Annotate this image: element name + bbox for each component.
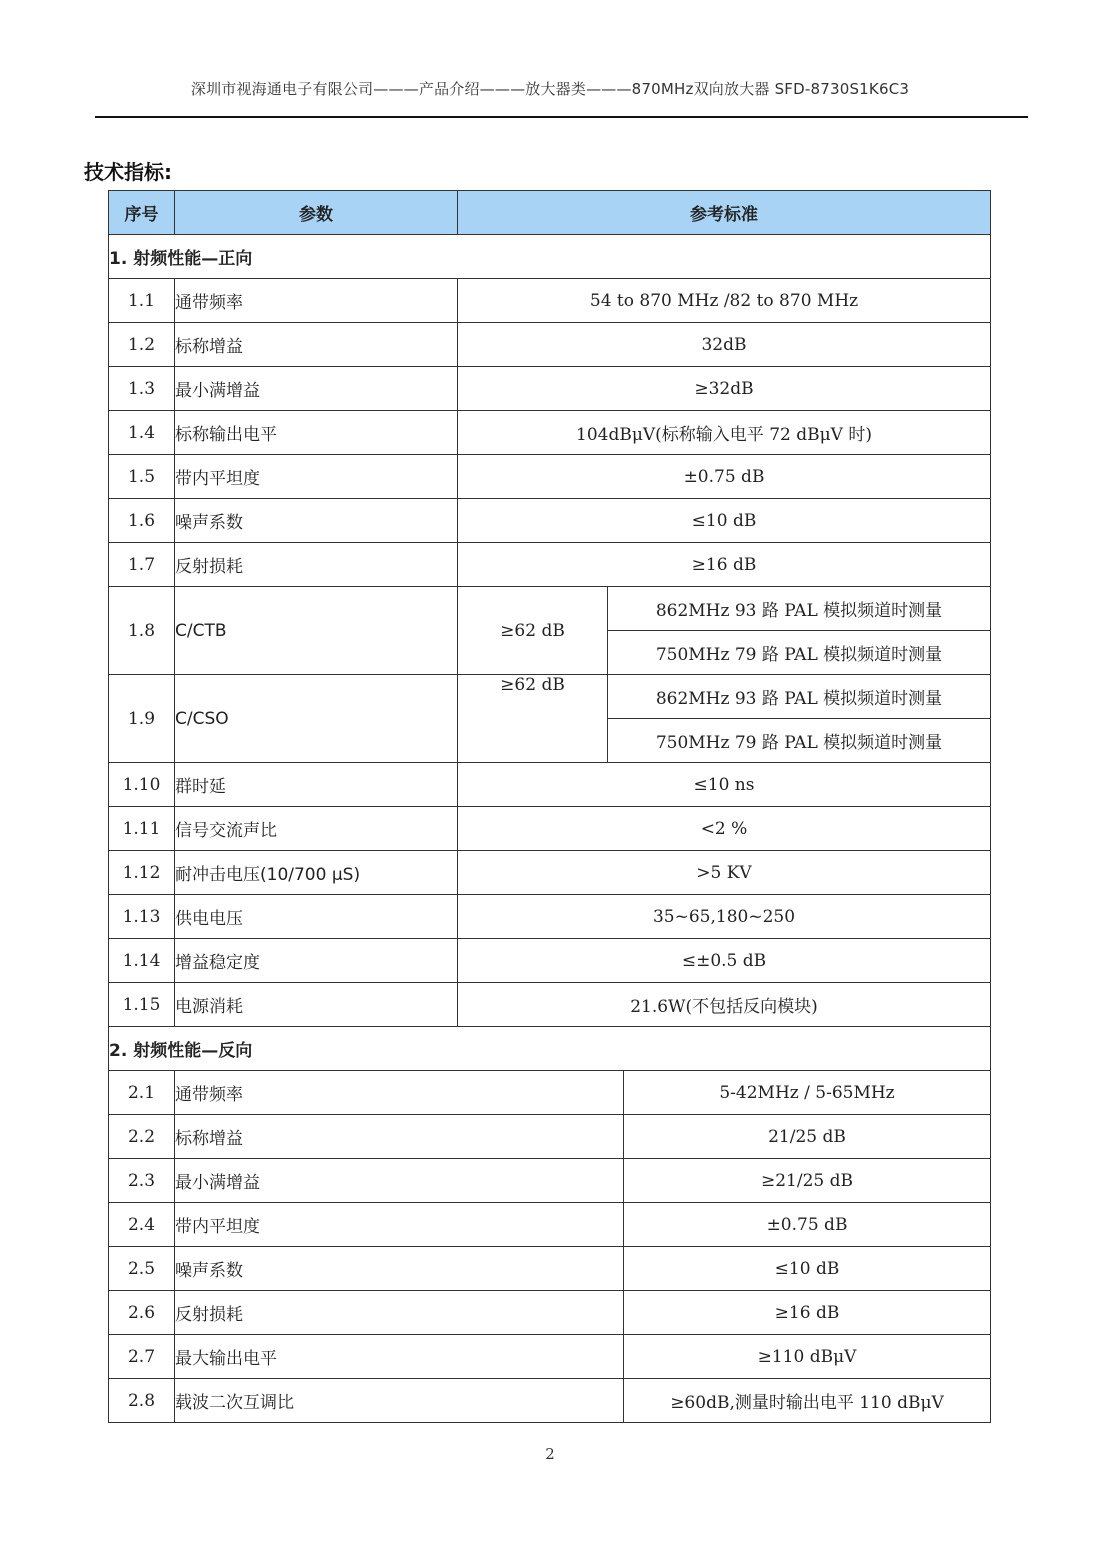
row-param: 噪声系数 bbox=[175, 499, 458, 543]
row-value: 21.6W(不包括反向模块) bbox=[458, 983, 991, 1027]
row-param: 反射损耗 bbox=[175, 543, 458, 587]
table-row bbox=[109, 983, 991, 1027]
table-row bbox=[109, 1291, 991, 1335]
page-header: 深圳市视海通电子有限公司———产品介绍———放大器类———870MHz双向放大器 SFD-8730S1K6C3 bbox=[190, 80, 910, 98]
column-header-param: 参数 bbox=[175, 191, 458, 235]
row-no: 1.3 bbox=[109, 367, 175, 411]
row-value: 21/25 dB bbox=[624, 1115, 991, 1159]
row-no: 1.13 bbox=[109, 895, 175, 939]
row-no: 2.6 bbox=[109, 1291, 175, 1335]
row-value: 104dBμV(标称输入电平 72 dBμV 时) bbox=[458, 411, 991, 455]
spec-table-body bbox=[109, 191, 991, 1423]
row-param: 供电电压 bbox=[175, 895, 458, 939]
table-row bbox=[109, 455, 991, 499]
row-no: 2.1 bbox=[109, 1071, 175, 1115]
row-param: 通带频率 bbox=[175, 1071, 624, 1115]
row-param: 标称增益 bbox=[175, 1115, 624, 1159]
row-param: 耐冲击电压(10/700 μS) bbox=[175, 851, 458, 895]
row-condition: 750MHz 79 路 PAL 模拟频道时测量 bbox=[608, 631, 991, 675]
row-param: 带内平坦度 bbox=[175, 1203, 624, 1247]
table-row bbox=[109, 1335, 991, 1379]
table-header-row bbox=[109, 191, 991, 235]
table-row-cso bbox=[109, 675, 991, 719]
row-value: ≤±0.5 dB bbox=[458, 939, 991, 983]
row-condition: 862MHz 93 路 PAL 模拟频道时测量 bbox=[608, 587, 991, 631]
table-row bbox=[109, 279, 991, 323]
row-param: 增益稳定度 bbox=[175, 939, 458, 983]
row-value: ≥62 dB bbox=[458, 587, 608, 675]
row-value: ≥60dB,测量时输出电平 110 dBμV bbox=[624, 1379, 991, 1423]
row-param: 噪声系数 bbox=[175, 1247, 624, 1291]
row-no: 1.7 bbox=[109, 543, 175, 587]
row-no: 2.5 bbox=[109, 1247, 175, 1291]
row-param: 标称增益 bbox=[175, 323, 458, 367]
row-param: 最小满增益 bbox=[175, 1159, 624, 1203]
row-value: ≥16 dB bbox=[458, 543, 991, 587]
row-param: 反射损耗 bbox=[175, 1291, 624, 1335]
section-heading: 技术指标: bbox=[84, 160, 172, 184]
table-row bbox=[109, 895, 991, 939]
row-no: 2.8 bbox=[109, 1379, 175, 1423]
row-value: ±0.75 dB bbox=[624, 1203, 991, 1247]
row-value: ≤10 dB bbox=[624, 1247, 991, 1291]
group-title: 1. 射频性能—正向 bbox=[109, 235, 991, 279]
table-row bbox=[109, 323, 991, 367]
row-value: <2 % bbox=[458, 807, 991, 851]
row-no: 2.4 bbox=[109, 1203, 175, 1247]
row-param: 群时延 bbox=[175, 763, 458, 807]
table-row bbox=[109, 763, 991, 807]
row-value: ≥21/25 dB bbox=[624, 1159, 991, 1203]
row-value: 35~65,180~250 bbox=[458, 895, 991, 939]
row-value: ≤10 dB bbox=[458, 499, 991, 543]
table-row bbox=[109, 1071, 991, 1115]
row-value: ≥110 dBμV bbox=[624, 1335, 991, 1379]
header-rule bbox=[95, 116, 1028, 118]
table-row bbox=[109, 851, 991, 895]
table-row bbox=[109, 807, 991, 851]
group-row-forward bbox=[109, 235, 991, 279]
row-value: ≥62 dB bbox=[458, 675, 608, 763]
row-no: 1.5 bbox=[109, 455, 175, 499]
row-param: C/CSO bbox=[175, 675, 458, 763]
column-header-standard: 参考标准 bbox=[458, 191, 991, 235]
table-row bbox=[109, 939, 991, 983]
row-param: 通带频率 bbox=[175, 279, 458, 323]
table-row bbox=[109, 1247, 991, 1291]
row-no: 2.3 bbox=[109, 1159, 175, 1203]
row-no: 1.9 bbox=[109, 675, 175, 763]
table-row-ctb bbox=[109, 587, 991, 631]
row-param: 信号交流声比 bbox=[175, 807, 458, 851]
table-row bbox=[109, 1203, 991, 1247]
row-value: 5-42MHz / 5-65MHz bbox=[624, 1071, 991, 1115]
row-param: 标称输出电平 bbox=[175, 411, 458, 455]
row-value: 54 to 870 MHz /82 to 870 MHz bbox=[458, 279, 991, 323]
row-no: 2.7 bbox=[109, 1335, 175, 1379]
row-no: 1.6 bbox=[109, 499, 175, 543]
table-row bbox=[109, 1379, 991, 1423]
row-param: 最大输出电平 bbox=[175, 1335, 624, 1379]
row-value: ≤10 ns bbox=[458, 763, 991, 807]
row-value: 32dB bbox=[458, 323, 991, 367]
row-value: ≥32dB bbox=[458, 367, 991, 411]
group-title: 2. 射频性能—反向 bbox=[109, 1027, 991, 1071]
column-header-no: 序号 bbox=[109, 191, 175, 235]
row-no: 1.14 bbox=[109, 939, 175, 983]
row-param: 载波二次互调比 bbox=[175, 1379, 624, 1423]
row-no: 1.4 bbox=[109, 411, 175, 455]
table-row bbox=[109, 499, 991, 543]
row-value: ≥16 dB bbox=[624, 1291, 991, 1335]
row-condition: 862MHz 93 路 PAL 模拟频道时测量 bbox=[608, 675, 991, 719]
row-param: 带内平坦度 bbox=[175, 455, 458, 499]
row-no: 1.12 bbox=[109, 851, 175, 895]
page-number: 2 bbox=[545, 1445, 555, 1463]
row-no: 1.8 bbox=[109, 587, 175, 675]
table-row bbox=[109, 411, 991, 455]
row-value: ±0.75 dB bbox=[458, 455, 991, 499]
row-no: 1.2 bbox=[109, 323, 175, 367]
table-row bbox=[109, 367, 991, 411]
row-no: 1.1 bbox=[109, 279, 175, 323]
spec-table bbox=[108, 190, 991, 1423]
table-row bbox=[109, 1159, 991, 1203]
row-value: >5 KV bbox=[458, 851, 991, 895]
row-param: C/CTB bbox=[175, 587, 458, 675]
row-no: 1.11 bbox=[109, 807, 175, 851]
group-row-reverse bbox=[109, 1027, 991, 1071]
row-no: 1.15 bbox=[109, 983, 175, 1027]
table-row bbox=[109, 543, 991, 587]
row-no: 1.10 bbox=[109, 763, 175, 807]
row-param: 电源消耗 bbox=[175, 983, 458, 1027]
table-row bbox=[109, 1115, 991, 1159]
row-condition: 750MHz 79 路 PAL 模拟频道时测量 bbox=[608, 719, 991, 763]
row-param: 最小满增益 bbox=[175, 367, 458, 411]
row-no: 2.2 bbox=[109, 1115, 175, 1159]
